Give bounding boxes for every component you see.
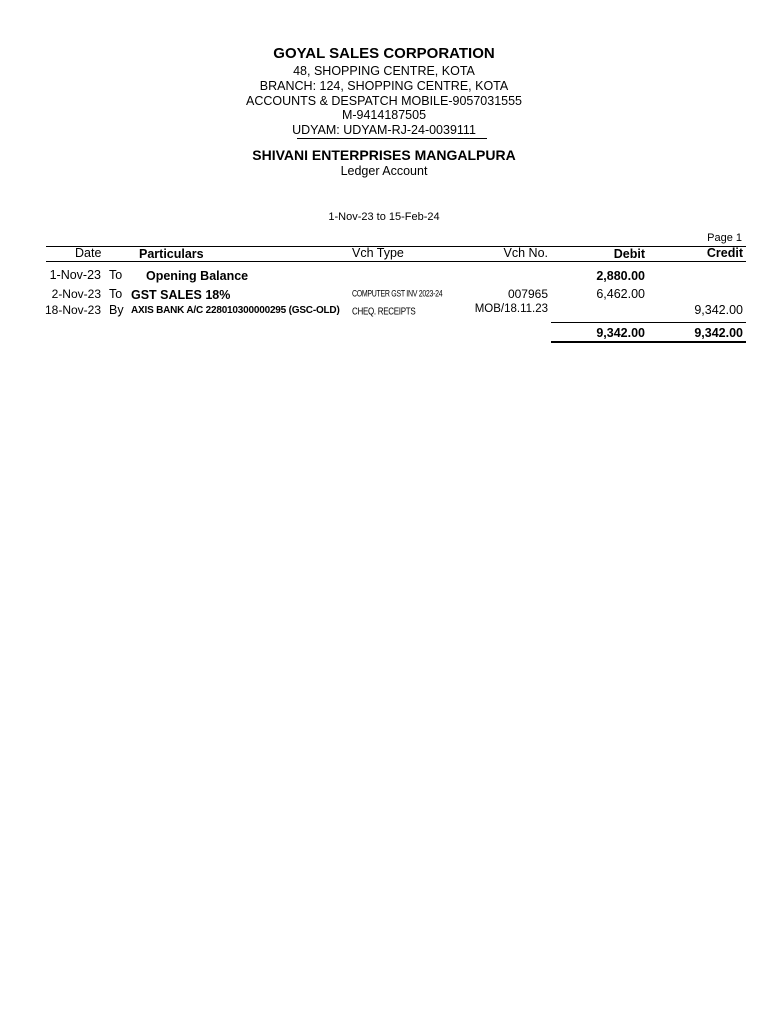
udyam-line: UDYAM: UDYAM-RJ-24-0039111 (292, 123, 476, 137)
row3-particulars: AXIS BANK A/C 228010300000295 (GSC-OLD) (131, 305, 340, 316)
col-vch-type: Vch Type (352, 246, 404, 260)
row1-dir: To (109, 268, 123, 282)
col-date: Date (75, 246, 102, 260)
udyam-underline (297, 138, 487, 139)
col-vch-no: Vch No. (503, 246, 548, 260)
header-rule-top (46, 246, 746, 247)
address-line-1: 48, SHOPPING CENTRE, KOTA (293, 64, 475, 78)
row1-debit: 2,880.00 (596, 269, 645, 283)
row1-particulars: Opening Balance (146, 269, 249, 283)
page-number: Page 1 (707, 232, 742, 244)
totals-rule-top (551, 322, 746, 323)
totals-rule-bottom (551, 341, 746, 343)
row1-date: 1-Nov-23 (49, 268, 101, 282)
company-name: GOYAL SALES CORPORATION (273, 45, 495, 62)
row3-date: 18-Nov-23 (44, 303, 101, 317)
address-line-2: BRANCH: 124, SHOPPING CENTRE, KOTA (259, 79, 509, 93)
row3-credit: 9,342.00 (694, 303, 743, 317)
total-credit: 9,342.00 (694, 326, 743, 340)
row3-vch-no: MOB/18.11.23 (474, 303, 548, 315)
row3-vch-type: CHEQ. RECEIPTS (352, 305, 416, 318)
row2-date: 2-Nov-23 (51, 287, 101, 301)
address-line-3: ACCOUNTS & DESPATCH MOBILE-9057031555 (245, 94, 523, 108)
col-particulars: Particulars (139, 247, 204, 261)
total-debit: 9,342.00 (596, 326, 645, 340)
row2-particulars: GST SALES 18% (131, 288, 231, 302)
address-line-4: M-9414187505 (341, 108, 427, 122)
row2-debit: 6,462.00 (596, 287, 645, 301)
col-debit: Debit (613, 247, 645, 261)
party-name: SHIVANI ENTERPRISES MANGALPURA (252, 147, 516, 163)
row2-vch-type: COMPUTER GST INV 2023-24 (352, 290, 443, 299)
col-credit: Credit (706, 246, 743, 260)
row2-dir: To (109, 287, 123, 301)
row2-vch-no: 007965 (507, 287, 548, 301)
period-range: 1-Nov-23 to 15-Feb-24 (328, 211, 440, 223)
row3-dir: By (109, 303, 124, 317)
header-rule-bottom (46, 261, 746, 262)
ledger-label: Ledger Account (340, 164, 428, 178)
